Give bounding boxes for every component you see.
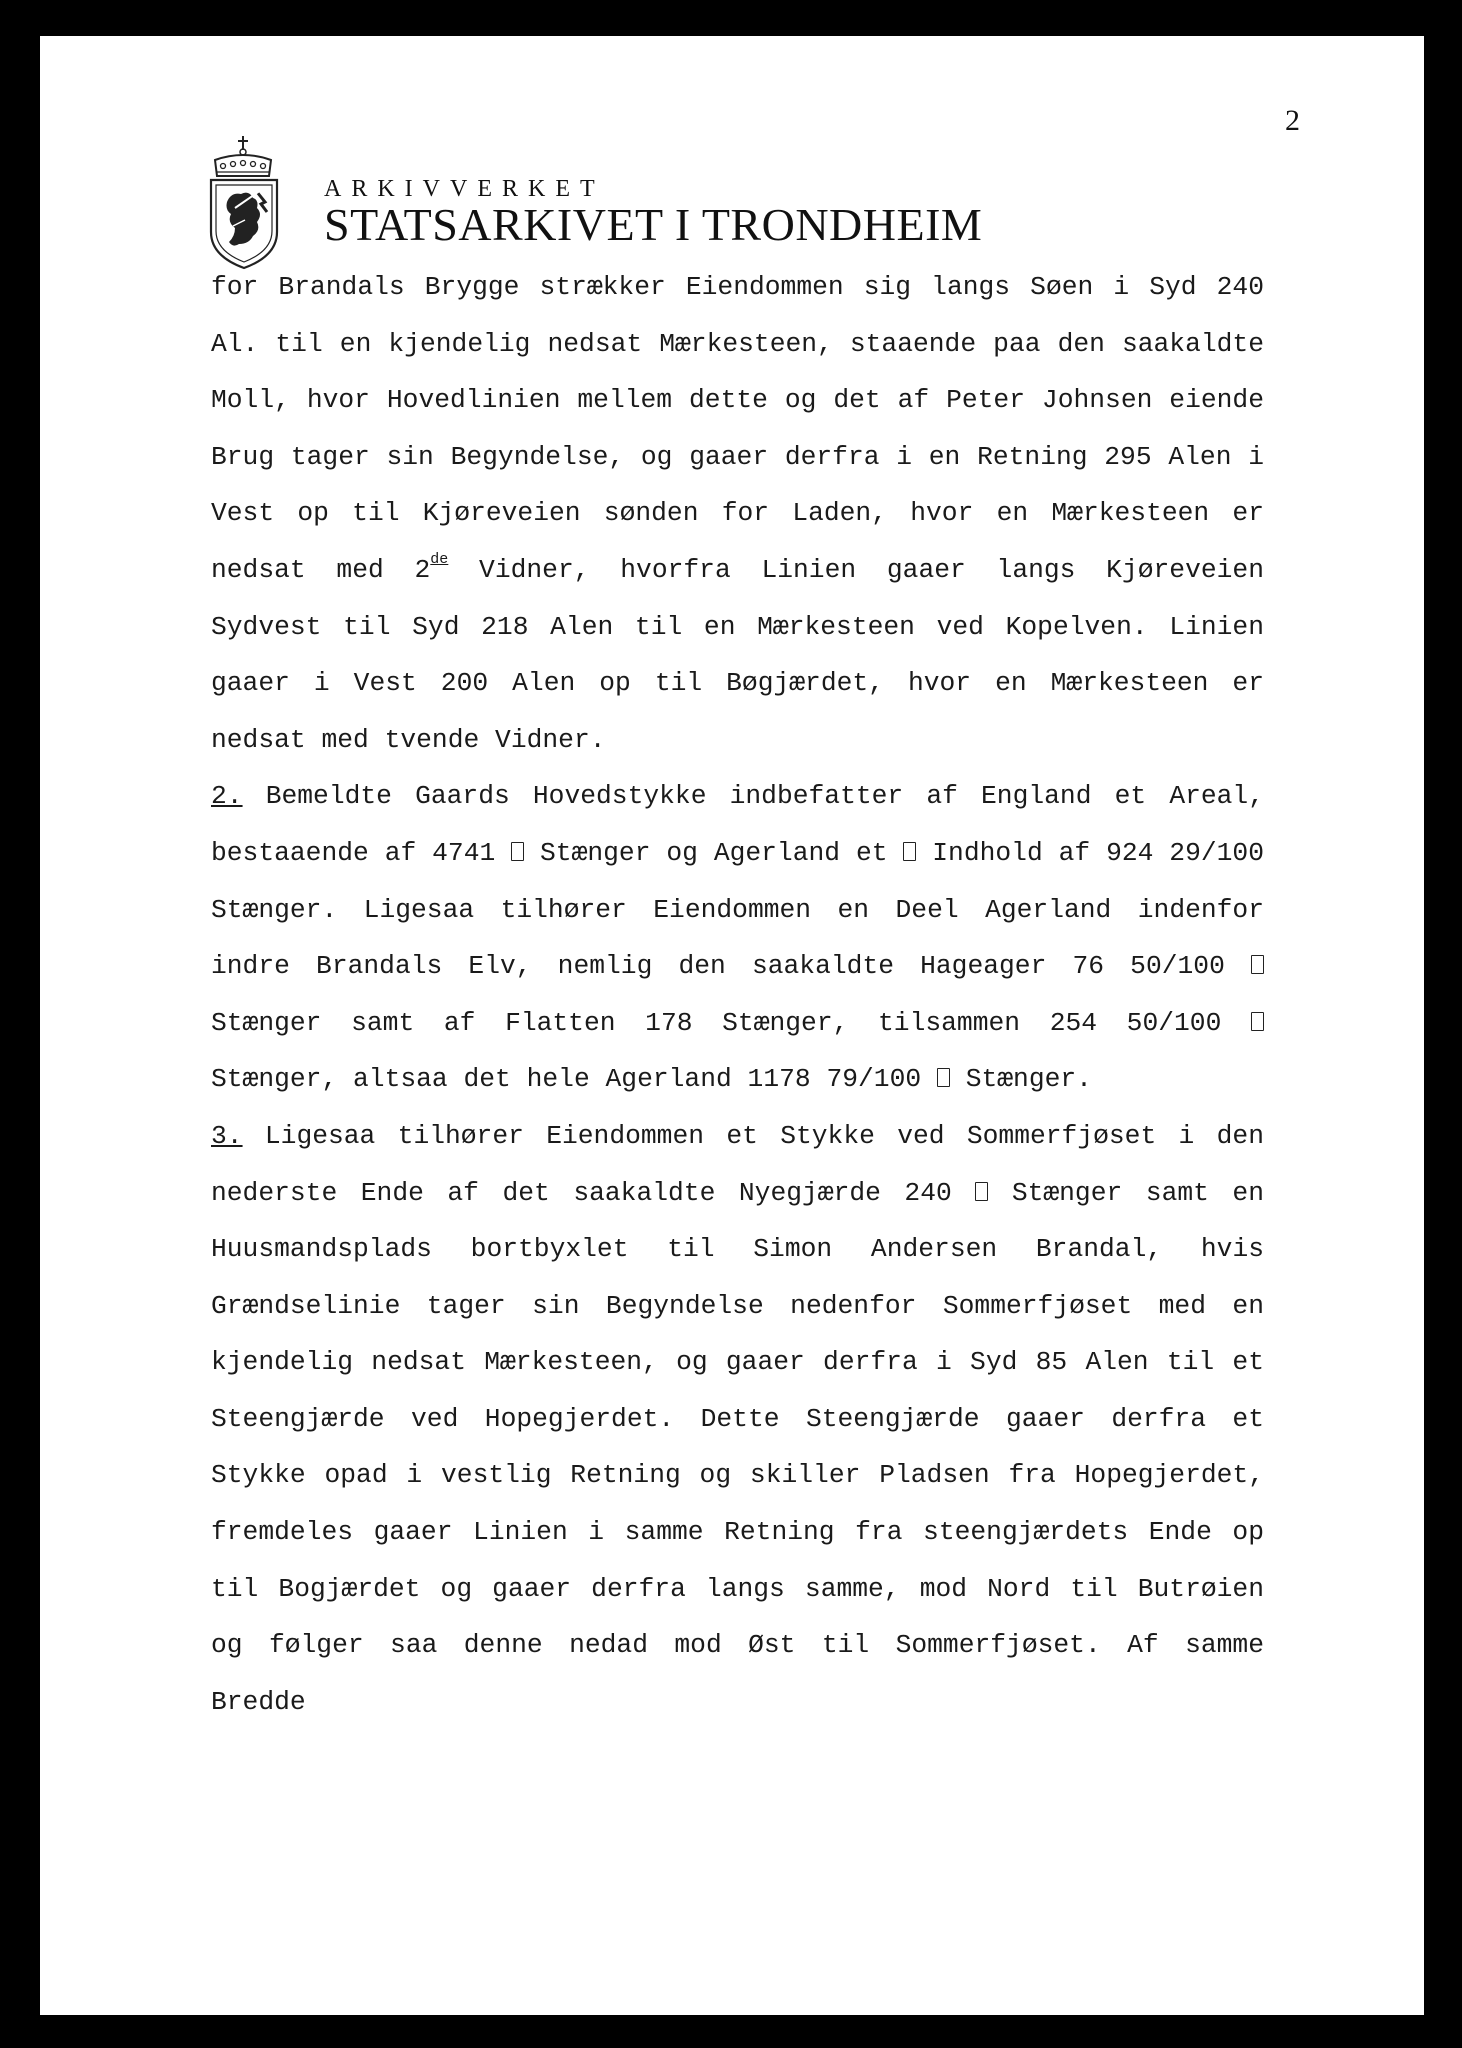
square-unit-icon [975,1182,988,1201]
paragraph-text: Stænger samt af Flatten 178 Stænger, tilsammen 254 50/100 [211,1007,1251,1038]
paragraph-number: 2. [211,781,243,812]
paragraph-text: Vidner, hvorfra Linien gaaer langs Kjøreveien Sydvest til Syd 218 Alen til en Mærkesteen ved Kopelven. Linien gaaer i Vest 200 Alen op til Bøgjærdet, hvor en Mærkesteen er nedsat med tvende Vidner. [211,554,1264,755]
square-unit-icon [1251,1012,1264,1031]
paragraph-text: Stænger. [949,1064,1092,1095]
paragraph-text: Indhold af 924 29/100 Stænger. Ligesaa tilhører Eiendommen en Deel Agerland indenfor indre Brandals Elv, nemlig den saakaldte Hageager 76 50/100 [211,837,1264,982]
paragraph-text: Ligesaa tilhører Eiendommen et Stykke ved Sommerfjøset i den nederste Ende af det saakaldte Nyegjærde 240 [211,1120,1264,1208]
square-unit-icon [1251,955,1264,974]
paragraph-number: 3. [211,1120,243,1151]
paragraph-text: Bemeldte Gaards Hovedstykke indbefatter af England et Areal, bestaaende af 4741 [211,781,1264,868]
org-title: STATSARKIVET I TRONDHEIM [324,199,983,250]
square-unit-icon [937,1068,950,1087]
square-unit-icon [511,842,524,861]
coat-of-arms-icon [205,132,285,272]
paragraph-1 [211,259,1264,768]
paragraph-text: Stænger og Agerland et [524,837,904,868]
document-body [211,259,1264,1730]
paragraph-text: for Brandals Brygge strækker Eiendommen sig langs Søen i Syd 240 Al. til en kjendelig nedsat Mærkesteen, staaende paa den saakaldte Moll, hvor Hovedlinien mellem dette og det af Peter Johnsen eiende Brug tager sin Begyndelse, og gaaer derfra i en Retning 295 Alen i Vest op til Kjøreveien sønden for Laden, hvor en Mærkesteen er nedsat med 2 [211,272,1264,585]
paragraph-2 [211,768,1264,1108]
paragraph-text: Stænger, altsaa det hele Agerland 1178 79/100 [211,1064,937,1095]
square-unit-icon [903,842,916,861]
org-subtitle: ARKIVVERKET [324,176,605,202]
page-number: 2 [1285,104,1300,137]
paragraph-text: Stænger samt en Huusmandsplads bortbyxlet til Simon Andersen Brandal, hvis Grændselinie tager sin Begyndelse nedenfor Sommerfjøset med en kjendelig nedsat Mærkesteen, og gaaer derfra i Syd 85 Alen til et Steengjærde ved Hopegjerdet. Dette Steengjærde gaaer derfra et Stykke opad i vestlig Retning og skiller Pladsen fra Hopegjerdet, fremdeles gaaer Linien i samme Retning fra steengjærdets Ende op til Bogjærdet og gaaer derfra langs samme, mod Nord til Butrøien og følger saa denne nedad mod Øst til Sommerfjøset. Af samme Bredde [211,1177,1264,1717]
ordinal-superscript: de [430,550,449,568]
paragraph-3 [211,1108,1264,1731]
